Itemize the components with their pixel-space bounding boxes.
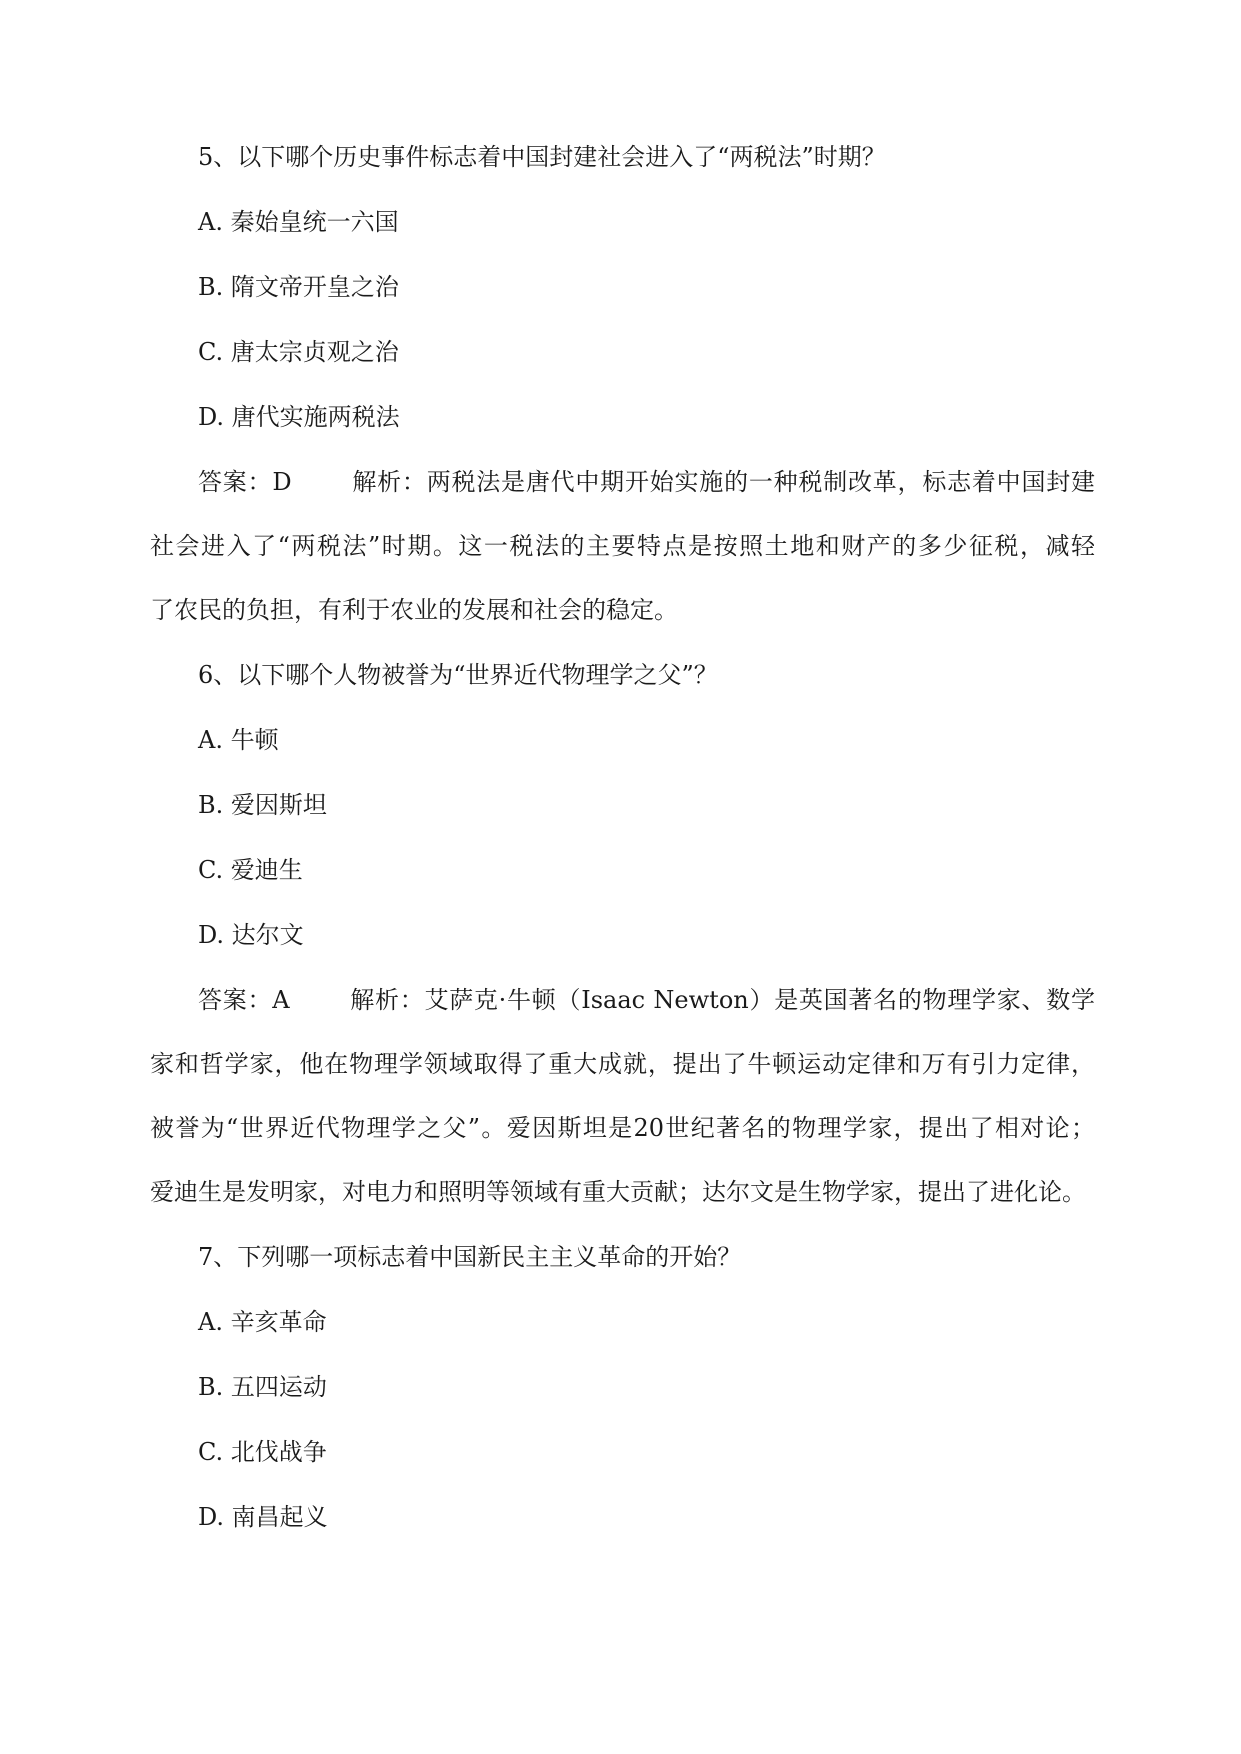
question-6-analysis-line-1: 解析：艾萨克·牛顿（Isaac Newton）是英国著名的物理学家、数学 — [349, 986, 1095, 1014]
question-5-answer-label: 答案：D — [198, 468, 292, 496]
question-6-option-c: C. 爱迪生 — [198, 856, 303, 884]
question-5-option-a: A. 秦始皇统一六国 — [198, 208, 399, 236]
question-5-answer-line-1 — [150, 465, 1095, 499]
question-7-option-d: D. 南昌起义 — [198, 1503, 328, 1531]
question-6-option-a: A. 牛顿 — [198, 726, 279, 754]
question-6-option-b: B. 爱因斯坦 — [198, 791, 327, 819]
question-6-answer-label: 答案：A — [198, 986, 290, 1014]
question-6-answer-block — [150, 983, 1095, 1209]
question-5-option-d: D. 唐代实施两税法 — [198, 403, 400, 431]
question-5-answer-block — [150, 465, 1095, 627]
question-6-answer-line-1 — [150, 983, 1095, 1017]
question-6-analysis-line-2: 家和哲学家，他在物理学领域取得了重大成就，提出了牛顿运动定律和万有引力定律， — [150, 1050, 1095, 1078]
question-6-option-d: D. 达尔文 — [198, 921, 304, 949]
question-5-analysis-line-3: 了农民的负担，有利于农业的发展和社会的稳定。 — [150, 596, 678, 624]
question-7-option-b: B. 五四运动 — [198, 1373, 327, 1401]
question-6-title: 6、以下哪个人物被誉为“世界近代物理学之父”？ — [198, 661, 718, 689]
document-page — [150, 140, 1095, 1565]
question-5-analysis-line-2: 社会进入了“两税法”时期。这一税法的主要特点是按照土地和财产的多少征税，减轻 — [150, 532, 1095, 560]
question-6-analysis-line-3: 被誉为“世界近代物理学之父”。爱因斯坦是20世纪著名的物理学家，提出了相对论； — [150, 1114, 1095, 1142]
question-5-title: 5、以下哪个历史事件标志着中国封建社会进入了“两税法”时期？ — [198, 143, 886, 171]
question-6-analysis-line-4: 爱迪生是发明家，对电力和照明等领域有重大贡献；达尔文是生物学家，提出了进化论。 — [150, 1178, 1086, 1206]
question-5-option-c: C. 唐太宗贞观之治 — [198, 338, 399, 366]
question-7-option-c: C. 北伐战争 — [198, 1438, 327, 1466]
question-7-title: 7、下列哪一项标志着中国新民主主义革命的开始？ — [198, 1243, 742, 1271]
question-5-analysis-line-1: 解析：两税法是唐代中期开始实施的一种税制改革，标志着中国封建 — [351, 468, 1096, 496]
question-5-option-b: B. 隋文帝开皇之治 — [198, 273, 399, 301]
question-7-option-a: A. 辛亥革命 — [198, 1308, 327, 1336]
